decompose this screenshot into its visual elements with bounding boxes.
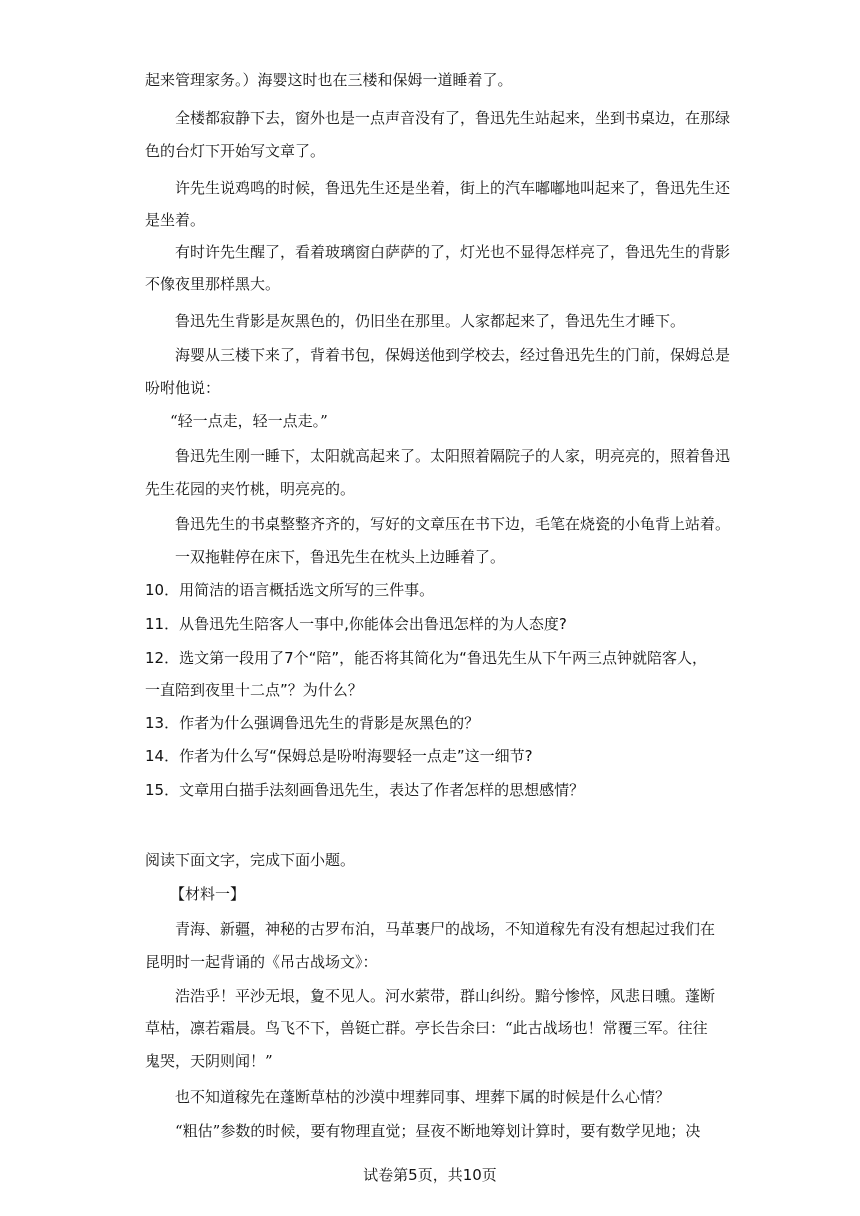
- passage-line: “轻一点走，轻一点走。”: [170, 412, 328, 430]
- passage-line: 是坐着。: [145, 211, 206, 229]
- passage-line: 不像夜里那样黑大。: [145, 275, 281, 293]
- question-14: 14．作者为什么写“保姆总是吩咐海婴轻一点走”这一细节?: [145, 747, 533, 765]
- passage-line: 色的台灯下开始写文章了。: [145, 142, 326, 160]
- page-footer: 试卷第5页，共10页: [363, 1166, 497, 1184]
- material-line: 草枯，凛若霜晨。鸟飞不下，兽铤亡群。亭长告余曰：“此古战场也！常覆三军。往往: [145, 1019, 708, 1037]
- question-13: 13．作者为什么强调鲁迅先生的背影是灰黑色的？: [145, 714, 480, 732]
- passage-line: 鲁迅先生刚一睡下，太阳就高起来了。太阳照着隔院子的人家，明亮亮的，照着鲁迅: [175, 447, 731, 465]
- passage-line: 一双拖鞋停在床下，鲁迅先生在枕头上边睡着了。: [175, 548, 506, 566]
- section-instruction: 阅读下面文字，完成下面小题。: [145, 851, 356, 869]
- material-line: 浩浩乎！平沙无垠，夐不见人。河水萦带，群山纠纷。黯兮惨悴，风悲日曛。蓬断: [175, 987, 716, 1005]
- material-line: 鬼哭，天阴则闻！”: [145, 1052, 273, 1070]
- question-15: 15．文章用白描手法刻画鲁迅先生，表达了作者怎样的思想感情？: [145, 781, 585, 799]
- passage-line: 有时许先生醒了，看着玻璃窗白萨萨的了，灯光也不显得怎样亮了，鲁迅先生的背影: [175, 243, 731, 261]
- passage-line: 许先生说鸡鸣的时候，鲁迅先生还是坐着，街上的汽车嘟嘟地叫起来了，鲁迅先生还: [175, 179, 731, 197]
- question-12: 12．选文第一段用了7个“陪”，能否将其简化为“鲁迅先生从下午两三点钟就陪客人，: [145, 649, 707, 667]
- question-12-continued: 一直陪到夜里十二点”？为什么？: [145, 681, 363, 699]
- material-line: 青海、新疆，神秘的古罗布泊，马革裹尸的战场，不知道稼先有没有想起过我们在: [175, 920, 716, 938]
- material-line: 昆明时一起背诵的《吊古战场文》：: [145, 953, 378, 971]
- question-11: 11．从鲁迅先生陪客人一事中,你能体会出鲁迅怎样的为人态度?: [145, 615, 567, 633]
- passage-line: 吩咐他说：: [145, 379, 221, 397]
- material-line: 也不知道稼先在蓬断草枯的沙漠中埋葬同事、埋葬下属的时候是什么心情？: [175, 1088, 671, 1106]
- passage-line: 全楼都寂静下去，窗外也是一点声音没有了，鲁迅先生站起来，坐到书桌边，在那绿: [175, 109, 731, 127]
- passage-line: 起来管理家务。）海婴这时也在三楼和保姆一道睡着了。: [145, 71, 513, 89]
- question-10: 10．用简洁的语言概括选文所写的三件事。: [145, 581, 435, 599]
- passage-line: 海婴从三楼下来了，背着书包，保姆送他到学校去，经过鲁迅先生的门前，保姆总是: [175, 346, 731, 364]
- passage-line: 鲁迅先生背影是灰黑色的，仍旧坐在那里。人家都起来了，鲁迅先生才睡下。: [175, 312, 686, 330]
- passage-line: 鲁迅先生的书桌整整齐齐的，写好的文章压在书下边，毛笔在烧瓷的小龟背上站着。: [175, 515, 731, 533]
- passage-line: 先生花园的夹竹桃，明亮亮的。: [145, 480, 356, 498]
- material-line: “粗估”参数的时候，要有物理直觉；昼夜不断地筹划计算时，要有数学见地；决: [175, 1122, 701, 1140]
- material-label: 【材料一】: [170, 885, 246, 903]
